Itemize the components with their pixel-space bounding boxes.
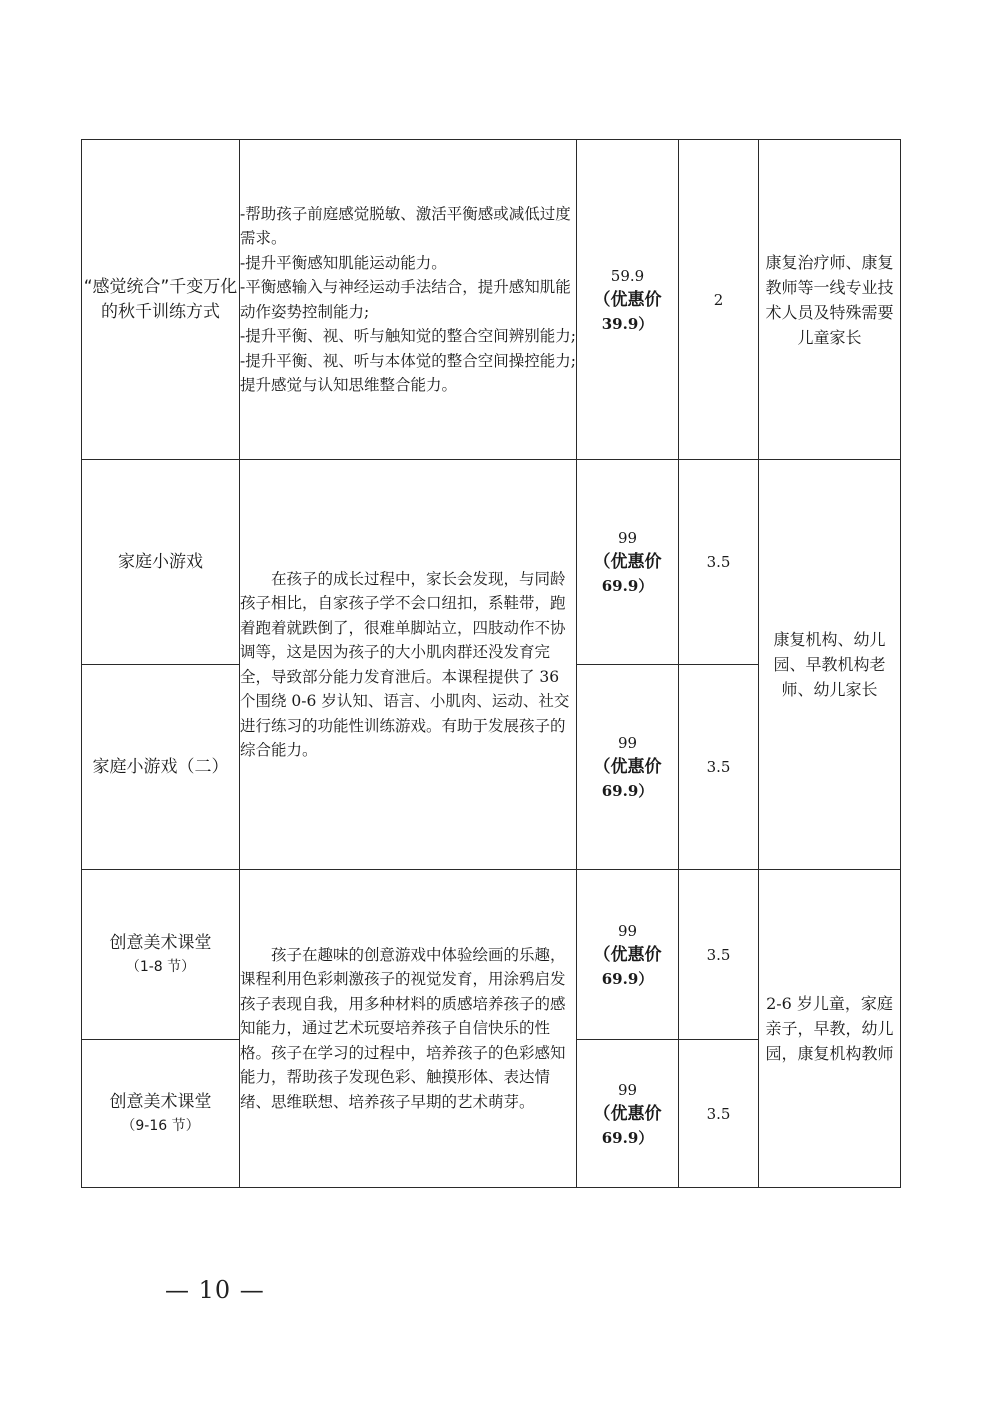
discount-value: 39.9） (601, 314, 654, 333)
description-line: 提升感觉与认知思维整合能力。 (240, 376, 458, 394)
price-value: 99 (617, 1080, 638, 1099)
course-description-cell (240, 870, 577, 1188)
price-value: 59.9 (610, 266, 645, 285)
price-cell (577, 870, 679, 1040)
hours-cell (679, 460, 759, 665)
price-value: 99 (617, 921, 638, 940)
price-value: 99 (617, 734, 638, 752)
course-name-sub: （1-8 节） (125, 959, 196, 975)
price-cell (577, 460, 679, 665)
audience-text: 康复治疗师、康复教师等一线专业技术人员及特殊需要儿童家长 (765, 252, 894, 347)
audience-text: 2-6 岁儿童，家庭亲子，早教，幼儿园，康复机构教师 (765, 994, 894, 1063)
description-line: -提升平衡感知肌能运动能力。 (240, 253, 447, 272)
description-text: 在孩子的成长过程中，家长会发现，与同龄孩子相比，自家孩子学不会口纽扣，系鞋带，跑着跑着就跌倒了，很难单脚站立，四肢动作不协调等，这是因为孩子的大小肌肉群还没发育完全，导致部分能力发育泄后。本课程提供了 36 个围绕 0-6 岁认知、语言、小肌肉、运动、社交进行练习的功能性训练游戏。有助于发展孩子的综合能力。 (240, 569, 570, 759)
course-table (81, 139, 901, 1188)
hours-value: 3.5 (706, 553, 731, 571)
course-name-cell (82, 870, 240, 1040)
discount-label: （优惠价 (593, 757, 662, 777)
course-name-cell (82, 665, 240, 870)
hours-value: 3.5 (706, 945, 731, 964)
hours-value: 3.5 (706, 758, 731, 776)
course-description-cell (240, 140, 577, 460)
audience-cell (759, 870, 901, 1188)
price-cell (577, 140, 679, 460)
page-number: — 10 — (165, 1276, 265, 1304)
price-cell (577, 1040, 679, 1188)
hours-value: 3.5 (706, 1104, 731, 1123)
course-description-cell (240, 460, 577, 870)
description-line: -提升平衡、视、听与本体觉的整合空间操控能力; (240, 351, 576, 370)
course-name: 家庭小游戏（二） (92, 756, 229, 777)
discount-label: （优惠价 (593, 944, 662, 965)
audience-cell (759, 140, 901, 460)
discount-label: （优惠价 (593, 1103, 662, 1124)
hours-cell (679, 1040, 759, 1188)
hours-value: 2 (713, 290, 724, 309)
course-name-cell (82, 460, 240, 665)
discount-value: 69.9） (601, 782, 654, 800)
hours-cell (679, 870, 759, 1040)
discount-value: 69.9） (601, 1128, 654, 1147)
description-line: -平衡感输入与神经运动手法结合，提升感知肌能动作姿势控制能力; (240, 278, 571, 321)
course-name-sub: （9-16 节） (121, 1118, 200, 1134)
description-line: -帮助孩子前庭感觉脱敏、激活平衡感或减低过度需求。 (240, 204, 571, 247)
price-cell (577, 665, 679, 870)
discount-value: 69.9） (601, 969, 654, 988)
discount-label: （优惠价 (593, 289, 662, 310)
table-row (82, 460, 901, 665)
discount-value: 69.9） (601, 577, 654, 595)
course-name-cell (82, 140, 240, 460)
audience-cell (759, 460, 901, 870)
table-row (82, 870, 901, 1040)
description-text: 孩子在趣味的创意游戏中体验绘画的乐趣，课程利用色彩刺激孩子的视觉发育，用涂鸦启发孩子表现自我，用多种材料的质感培养孩子的感知能力，通过艺术玩耍培养孩子自信快乐的性格。孩子在学习的过程中，培养孩子的色彩感知能力，帮助孩子发现色彩、触摸形体、表达情绪、思维联想、培养孩子早期的艺术萌芽。 (240, 945, 566, 1111)
course-name: 家庭小游戏 (118, 551, 203, 572)
discount-label: （优惠价 (593, 552, 662, 572)
audience-text: 康复机构、幼儿园、早教机构老师、幼儿家长 (773, 630, 886, 699)
description-line: -提升平衡、视、听与触知觉的整合空间辨别能力; (240, 327, 576, 345)
course-name: 创意美术课堂 (109, 933, 212, 953)
course-name: “感觉统合”千变万化的秋千训练方式 (83, 276, 238, 322)
hours-cell (679, 665, 759, 870)
price-value: 99 (617, 529, 638, 547)
hours-cell (679, 140, 759, 460)
course-name-cell (82, 1040, 240, 1188)
table-row (82, 140, 901, 460)
course-name: 创意美术课堂 (109, 1092, 212, 1112)
